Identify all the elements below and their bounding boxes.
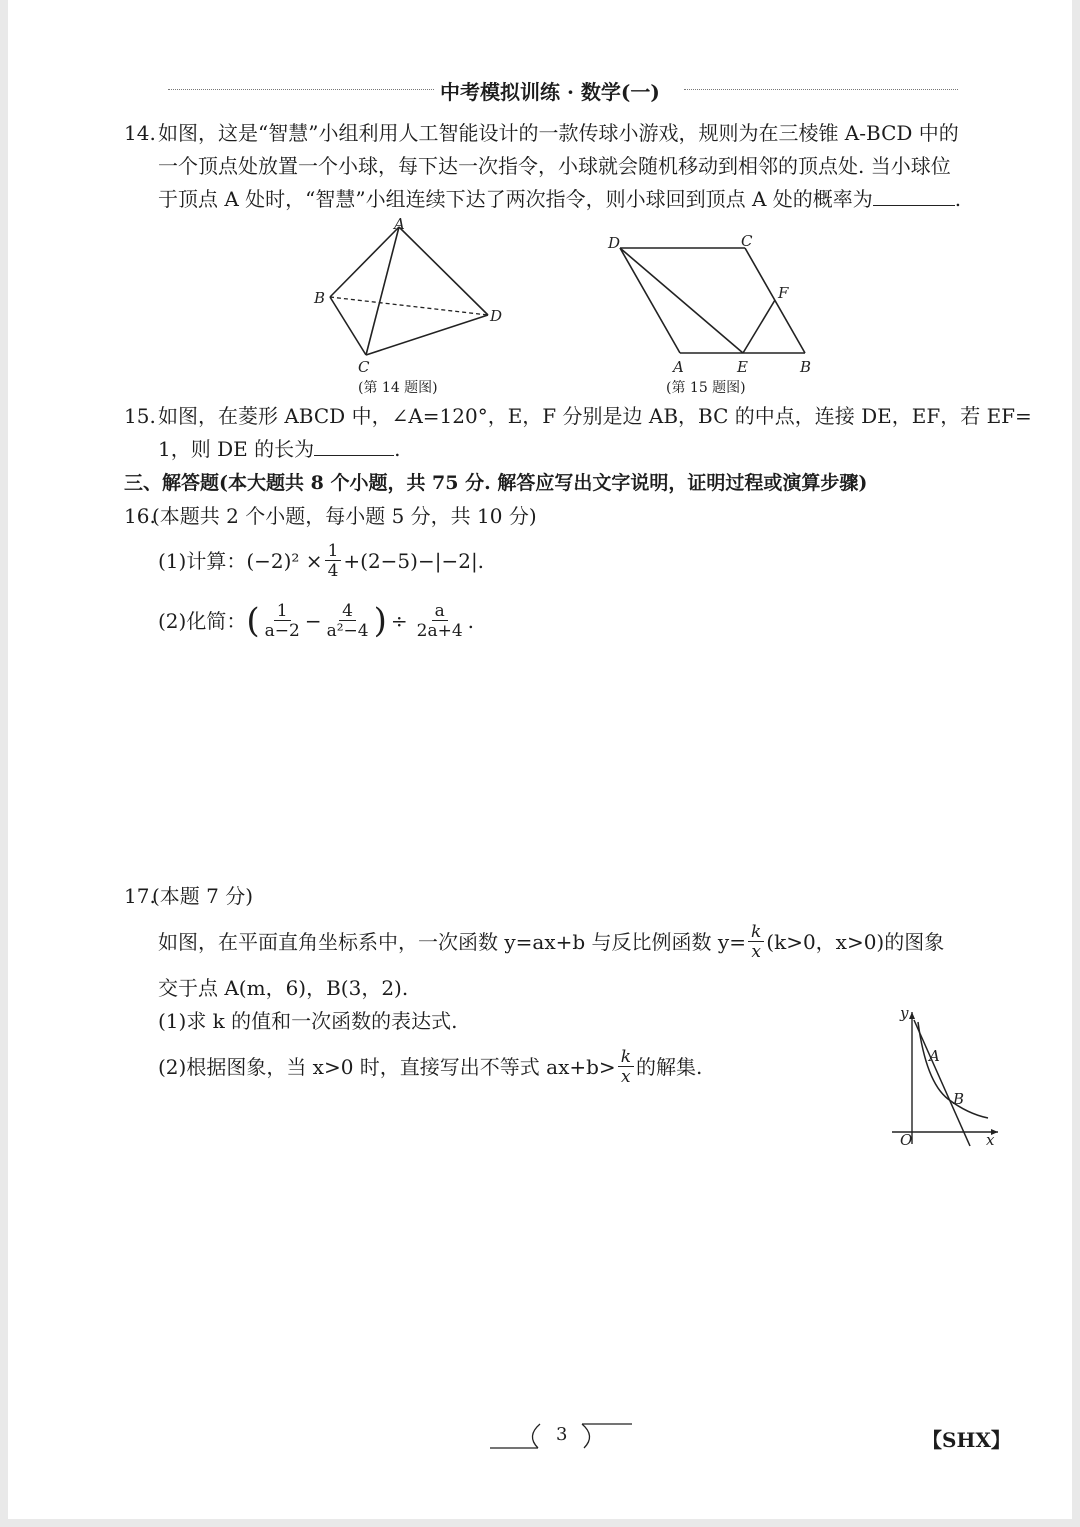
q17-line1-frac-num: k (748, 923, 764, 942)
header-rule-right (684, 89, 958, 90)
segment-de (620, 248, 743, 353)
q16-p1-fraction (325, 542, 342, 581)
q17-p2-frac-den: x (621, 1066, 631, 1087)
publisher-tag: 【SHX】 (922, 1428, 1011, 1452)
q17-p2-suffix: 的解集. (636, 1054, 703, 1079)
page-header-title: 中考模拟训练 · 数学(一) (440, 80, 660, 104)
q16-p2-f2-den: a²−4 (326, 620, 369, 641)
q14-number: 14. (124, 121, 156, 145)
q17-number: 17. (124, 884, 156, 908)
q16-p1-frac-num: 1 (325, 542, 342, 561)
fig14-label-b: B (314, 289, 326, 307)
edge-ac (366, 227, 399, 355)
q14-line-3 (158, 183, 961, 216)
q14-answer-blank (873, 183, 955, 206)
q16-p2-f1-den: a−2 (264, 620, 300, 641)
q16-intro: (本题共 2 个小题，每小题 5 分，共 10 分) (152, 504, 537, 528)
q15-answer-blank (314, 433, 394, 456)
fig15-label-d: D (608, 234, 621, 252)
q15-line-2-text: 1，则 DE 的长为 (158, 437, 315, 461)
figure-14-caption: (第 14 题图) (358, 380, 438, 396)
q16-part-2 (158, 596, 474, 646)
q16-p1-prefix: (1)计算：(−2)² × (158, 548, 323, 573)
graph-label-b: B (953, 1090, 965, 1108)
graph-label-y: y (900, 1004, 909, 1022)
q16-p2-f3-den: 2a+4 (416, 620, 463, 641)
q16-p2-fraction-3 (414, 602, 466, 641)
q16-p2-end: . (467, 608, 474, 633)
fig15-label-f: F (778, 284, 789, 302)
q16-p2-fraction-1 (262, 602, 303, 641)
fig15-label-e: E (737, 358, 748, 376)
edge-bd-hidden (330, 297, 488, 315)
graph-label-o: O (900, 1131, 913, 1149)
q14-line-1: 如图，这是“智慧”小组利用人工智能设计的一款传球小游戏，规则为在三棱锥 A-BCD 中的 (158, 121, 959, 145)
figure-14-tetrahedron (300, 215, 520, 375)
q16-p2-f3-num: a (432, 602, 448, 621)
q17-line1-suffix: (k>0，x>0)的图象 (766, 929, 945, 954)
edge-ad (399, 227, 488, 315)
q17-part-2 (158, 1043, 702, 1091)
exam-page (8, 0, 1072, 1519)
q16-p2-f1-num: 1 (274, 602, 291, 621)
header-rule-left (168, 89, 434, 90)
section-3-heading: 三、解答题(本大题共 8 个小题，共 75 分. 解答应写出文字说明，证明过程或演算步骤) (124, 472, 868, 494)
q17-p2-frac-num: k (618, 1048, 634, 1067)
q15-number: 15. (124, 404, 156, 428)
q17-line-1 (158, 918, 944, 966)
fig14-label-a: A (394, 215, 405, 233)
fig14-label-c: C (358, 358, 370, 375)
q17-intro: (本题 7 分) (152, 884, 254, 908)
q16-p2-div: ÷ (390, 608, 408, 633)
q16-p2-prefix: (2)化简： (158, 608, 247, 633)
fig15-label-c: C (741, 232, 753, 250)
q14-line-2: 一个顶点处放置一个小球，每下达一次指令，小球就会随机移动到相邻的顶点处. 当小球位 (158, 154, 951, 178)
q17-line1-frac-den: x (751, 941, 761, 962)
q16-number: 16. (124, 504, 156, 528)
figure-17-graph (886, 1004, 1006, 1154)
q16-p2-minus: − (304, 608, 322, 633)
edge-ab (330, 227, 399, 297)
fig14-label-d: D (490, 307, 503, 325)
paren-close: ) (373, 601, 387, 641)
q15-line-2 (158, 433, 400, 466)
q16-p2-fraction-2 (324, 602, 372, 641)
q16-p1-frac-den: 4 (327, 560, 339, 581)
ornament-bracket-left (532, 1424, 540, 1448)
q17-line1-fraction (748, 923, 764, 962)
edge-bc (330, 297, 366, 355)
q15-line-1: 如图，在菱形 ABCD 中，∠A=120°，E，F 分别是边 AB，BC 的中点，连接 DE，EF，若 EF= (158, 404, 1032, 428)
figure-15-caption: (第 15 题图) (666, 380, 746, 396)
ornament-bracket-right (582, 1424, 590, 1448)
fig15-label-a: A (673, 358, 684, 376)
q17-line-2: 交于点 A(m，6)，B(3，2). (158, 976, 409, 1000)
q16-p2-f2-num: 4 (339, 602, 356, 621)
y-axis-arrow-icon (909, 1012, 915, 1019)
q17-p2-prefix: (2)根据图象，当 x>0 时，直接写出不等式 ax+b> (158, 1054, 616, 1079)
q17-part-1: (1)求 k 的值和一次函数的表达式. (158, 1009, 458, 1033)
graph-label-a: A (929, 1047, 940, 1065)
segment-ef (743, 300, 775, 353)
q17-line1-prefix: 如图，在平面直角坐标系中，一次函数 y=ax+b 与反比例函数 y= (158, 929, 746, 954)
edge-cd (366, 315, 488, 355)
paren-open: ( (246, 601, 260, 641)
page-number: 3 (556, 1424, 568, 1445)
figure-15-rhombus (600, 228, 820, 378)
q14-line-3-text: 于顶点 A 处时，“智慧”小组连续下达了两次指令，则小球回到顶点 A 处的概率为 (158, 187, 873, 211)
linear-function-line (914, 1020, 970, 1146)
side-ad (620, 248, 680, 353)
q14-end: . (954, 187, 962, 211)
graph-label-x: x (986, 1131, 995, 1149)
q16-p1-suffix: +(2−5)−|−2|. (343, 548, 485, 573)
q16-part-1 (158, 538, 484, 584)
fig15-label-b: B (800, 358, 812, 376)
q15-end: . (394, 437, 401, 461)
q17-p2-fraction (618, 1048, 634, 1087)
